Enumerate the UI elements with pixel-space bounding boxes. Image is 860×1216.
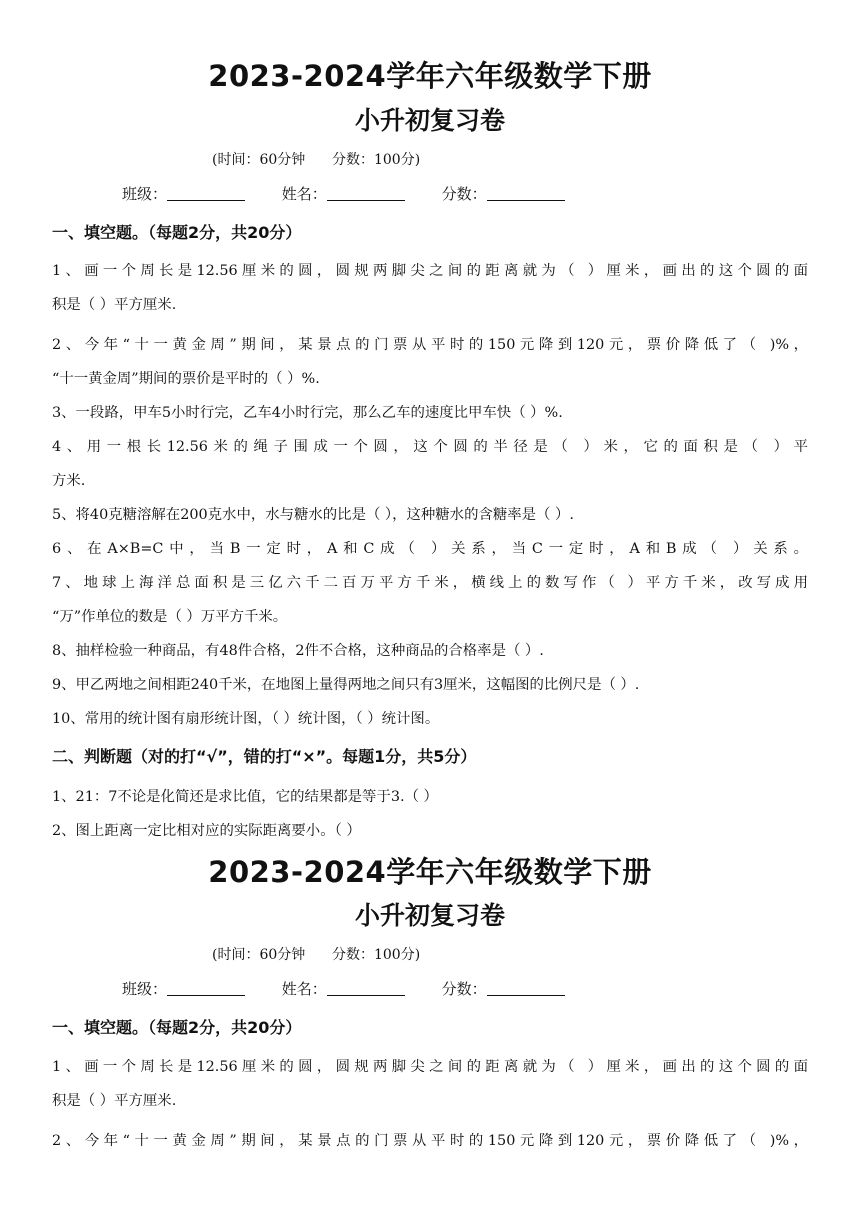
page-title: 2023-2024学年六年级数学下册 <box>208 59 652 93</box>
question-line: 5、将40克糖溶解在200克水中，水与糖水的比是（ ），这种糖水的含糖率是（ ）. <box>52 507 574 523</box>
question-line: “十一黄金周”期间的票价是平时的（ ）%. <box>52 371 320 387</box>
name-field <box>282 978 405 1000</box>
question-line: 1、21：7不论是化简还是求比值，它的结果都是等于3.（ ） <box>52 789 438 805</box>
question-line: 9、甲乙两地之间相距240千米，在地图上量得两地之间只有3厘米，这幅图的比例尺是（ ）. <box>52 677 640 693</box>
page-subtitle: 小升初复习卷 <box>354 106 505 135</box>
student-info-fields <box>122 183 597 205</box>
question-line: 4、用一根长12.56米的绳子围成一个圆，这个圆的半径是（ ）米，它的面积是（ ）平 <box>52 439 808 455</box>
name-field-label: 姓名： <box>281 980 327 998</box>
question-line: “万”作单位的数是（ ）万平方千米。 <box>52 609 288 625</box>
question-line: 1、画一个周长是12.56厘米的圆，圆规两脚尖之间的距离就为（ ）厘米，画出的这个圆的面 <box>52 263 808 279</box>
score-blank[interactable] <box>487 186 565 201</box>
section-heading: 二、判断题（对的打“√”，错的打“×”。每题1分，共5分） <box>52 747 477 766</box>
score-field <box>442 183 565 205</box>
question-line: 8、抽样检验一种商品，有48件合格，2件不合格，这种商品的合格率是（ ）. <box>52 643 544 659</box>
student-info-fields <box>122 978 597 1000</box>
class-field <box>122 978 245 1000</box>
question-line: 2、今年“十一黄金周”期间，某景点的门票从平时的150元降到120元，票价降低了（ )%， <box>52 1133 808 1149</box>
question-line: 6、在A×B=C中，当B一定时，A和C成（ ）关系，当C一定时，A和B成（ ）关系。 <box>52 541 808 557</box>
class-field <box>122 183 245 205</box>
score-field-label: 分数： <box>441 980 487 998</box>
question-line: 方米. <box>52 473 86 489</box>
page-title: 2023-2024学年六年级数学下册 <box>208 855 652 889</box>
question-line: 2、今年“十一黄金周”期间，某景点的门票从平时的150元降到120元，票价降低了（ )%， <box>52 337 808 353</box>
name-field <box>282 183 405 205</box>
name-blank[interactable] <box>327 186 405 201</box>
score-field-label: 分数： <box>441 185 487 203</box>
section-heading: 一、填空题。（每题2分，共20分） <box>52 1018 302 1037</box>
question-line: 3、一段路，甲车5小时行完，乙车4小时行完，那么乙车的速度比甲车快（ ）%. <box>52 405 563 421</box>
exam-meta: (时间：60分钟 分数：100分) <box>212 152 421 168</box>
name-blank[interactable] <box>327 981 405 996</box>
class-blank[interactable] <box>167 186 245 201</box>
score-blank[interactable] <box>487 981 565 996</box>
class-blank[interactable] <box>167 981 245 996</box>
question-line: 7、地球上海洋总面积是三亿六千二百万平方千米，横线上的数写作（ ）平方千米，改写成用 <box>52 575 808 591</box>
score-field <box>442 978 565 1000</box>
class-field-label: 班级： <box>122 980 168 998</box>
section-heading: 一、填空题。（每题2分，共20分） <box>52 223 302 242</box>
question-line: 2、图上距离一定比相对应的实际距离要小。（ ） <box>52 823 361 839</box>
question-line: 1、画一个周长是12.56厘米的圆，圆规两脚尖之间的距离就为（ ）厘米，画出的这个圆的面 <box>52 1059 808 1075</box>
question-line: 积是（ ）平方厘米. <box>52 1093 177 1109</box>
page-subtitle: 小升初复习卷 <box>354 901 505 930</box>
name-field-label: 姓名： <box>281 185 327 203</box>
question-line: 10、常用的统计图有扇形统计图，（ ）统计图，（ ）统计图。 <box>52 711 440 727</box>
exam-meta: (时间：60分钟 分数：100分) <box>212 947 421 963</box>
class-field-label: 班级： <box>122 185 168 203</box>
question-line: 积是（ ）平方厘米. <box>52 297 177 313</box>
